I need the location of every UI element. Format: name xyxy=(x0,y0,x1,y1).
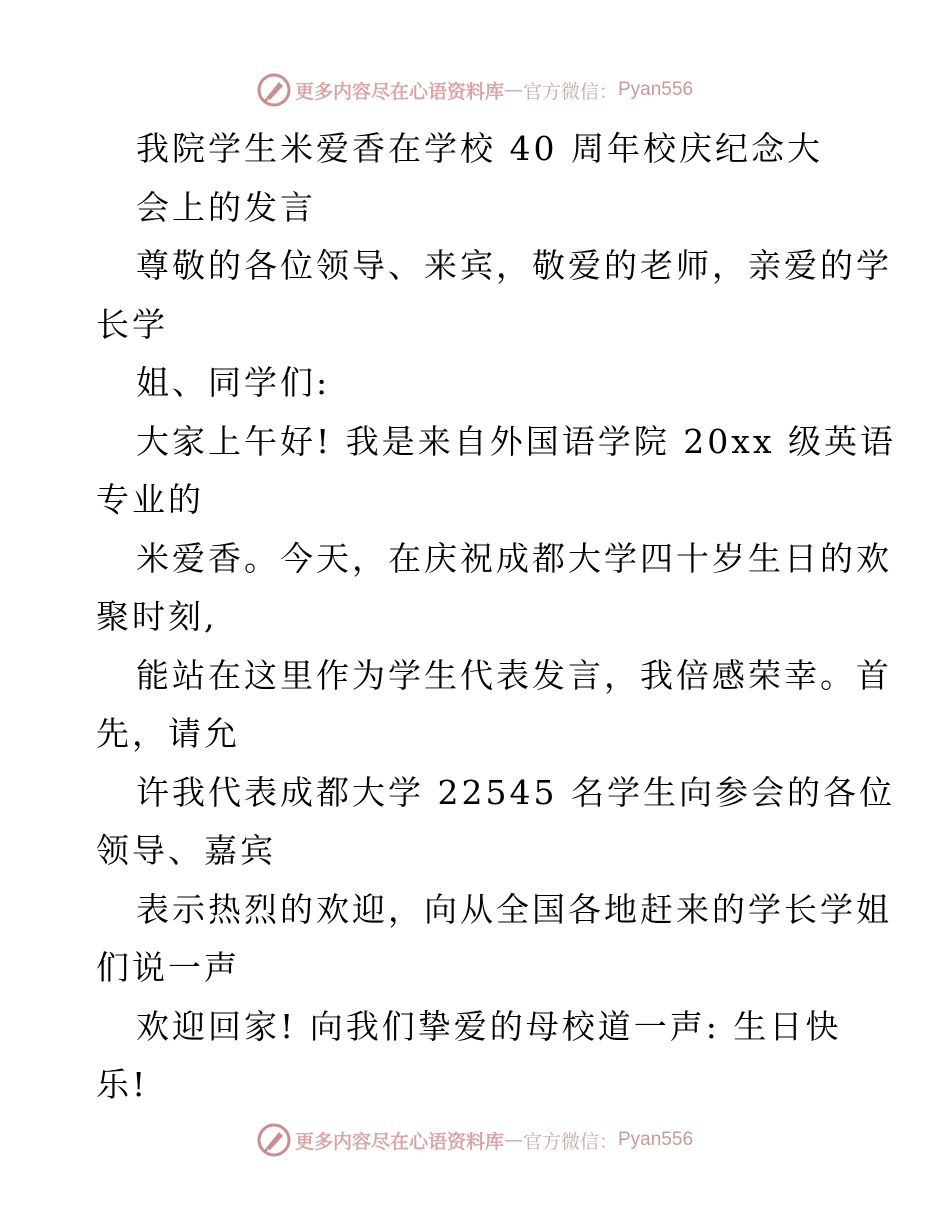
pen-logo-icon xyxy=(257,73,291,107)
text-line: 米爱香。今天，在庆祝成都大学四十岁生日的欢 xyxy=(136,538,892,578)
text-line: 乐! xyxy=(96,1065,149,1104)
text-line: 会上的发言 xyxy=(136,187,316,227)
banner-text: 更多内容尽在心语资料库 xyxy=(294,1130,504,1153)
text-line: 们说一声 xyxy=(96,948,240,987)
banner-text: 更多内容尽在心语资料库 xyxy=(294,80,504,103)
text-line: 许我代表成都大学 22545 名学生向参会的各位 xyxy=(136,772,895,812)
text-line: 大家上午好! 我是来自外国语学院 20xx 级英语 xyxy=(136,421,896,461)
text-line: 先，请允 xyxy=(96,714,240,753)
text-line: 姐、同学们: xyxy=(136,363,331,402)
banner-dash: — xyxy=(503,79,523,101)
text-line: 尊敬的各位领导、来宾，敬爱的老师，亲爱的学 xyxy=(136,246,892,285)
banner-wechat-label: 官方微信： xyxy=(522,1130,618,1153)
banner-dash: — xyxy=(503,1129,523,1151)
text-line: 领导、嘉宾 xyxy=(96,831,276,870)
pen-logo-icon xyxy=(257,1123,291,1157)
text-line: 长学 xyxy=(96,304,168,344)
header-banner xyxy=(0,70,950,110)
text-line: 聚时刻, xyxy=(96,597,218,636)
text-line: 能站在这里作为学生代表发言，我倍感荣幸。首 xyxy=(136,655,892,695)
banner-wechat-label: 官方微信： xyxy=(522,80,618,103)
speech-body xyxy=(96,120,896,1115)
text-line: 表示热烈的欢迎，向从全国各地赶来的学长学姐 xyxy=(136,889,892,929)
banner-wechat-id: Pyan556 xyxy=(618,1129,694,1150)
text-line: 我院学生米爱香在学校 40 周年校庆纪念大 xyxy=(136,129,823,168)
text-line: 专业的 xyxy=(96,480,204,519)
banner-wechat-id: Pyan556 xyxy=(618,79,694,100)
footer-banner xyxy=(0,1120,950,1160)
text-line: 欢迎回家! 向我们挚爱的母校道一声: 生日快 xyxy=(136,1006,842,1046)
